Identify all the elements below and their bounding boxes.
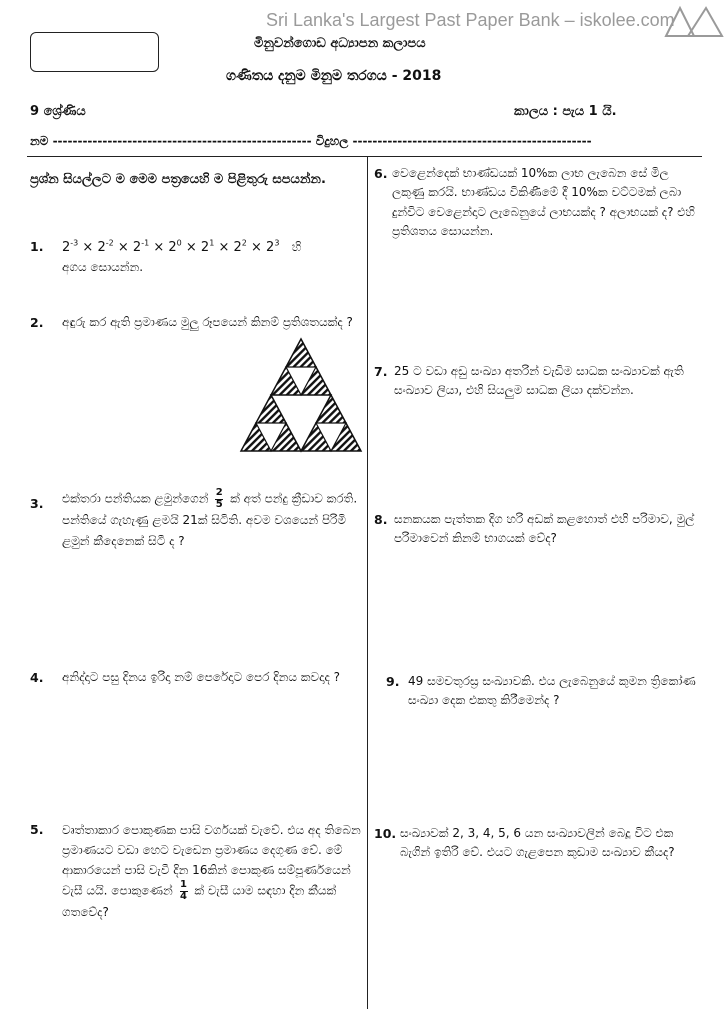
name-school-line: [30, 134, 662, 149]
question-number: 7.: [374, 364, 388, 379]
instructions: ප්‍රශ්න සියල්ලට ම මෙම පත්‍රයෙහි ම පිළිතුරු සපයන්න.: [30, 172, 326, 187]
question-4: [30, 668, 362, 687]
name-label: නම: [30, 134, 49, 148]
question-5: [30, 820, 364, 923]
zone-name: මිනුවන්ගොඩ අධ්‍යාපන කලාපය: [254, 36, 426, 51]
question-number: 9.: [386, 674, 400, 689]
question-6: [374, 164, 704, 242]
school-dotted-field[interactable]: ------------------------------------------------: [352, 134, 592, 148]
question-text: අඳුරු කර ඇති ප්‍රමාණය මුලු රූපයෙන් කිනම් ප්‍රතිශතයක්ද ?: [62, 315, 353, 329]
power-term: $2^{-3}$: [62, 238, 79, 255]
watermark: [266, 10, 675, 31]
time-label: කාලය : පැය 1 යි.: [514, 104, 617, 119]
watermark-text: Sri Lanka's Largest Past Paper Bank – iskolee.com: [266, 10, 675, 30]
sierpinski-triangle-figure: [238, 336, 364, 454]
question-text: එක්තරා පන්තියක ළමුන්ගෙන් $\frac{2}{5}$ ක් අත් පන්දු ක්‍රීඩාව කරති. පන්තියේ ගැහැණු ළමයි 21ක් සිටිති. අවම වශයෙන් පිරිමි ළමුන් කීදෙනෙක් සිටී ද ?: [62, 487, 358, 548]
question-10: [374, 824, 704, 863]
fraction: $\frac{2}{5}$: [215, 487, 223, 510]
question-number: 8.: [374, 512, 388, 527]
triangle-logo-icon: [662, 4, 724, 38]
question-text: අගය සොයන්න.: [62, 260, 144, 275]
question-number: 1.: [30, 239, 44, 254]
question-text: අනිද්දාට පසු දිනය ඉරිදා නම් පෙරේදාට පෙර දිනය කවදාද ?: [62, 670, 340, 684]
question-8: [374, 510, 704, 549]
question-number: 4.: [30, 670, 44, 685]
question-number: 10.: [374, 826, 397, 841]
question-1: [30, 237, 362, 277]
power-expression: $2^{-3} \times 2^{-2} \times 2^{-1} \times 2^0 \times 2^1 \times 2^2 \times 2^3$ හි: [62, 238, 302, 255]
school-label: විදුහල: [315, 134, 349, 148]
header-divider: [27, 156, 702, 157]
power-term: $2^3$: [266, 238, 280, 255]
question-number: 3.: [30, 496, 44, 511]
question-number: 6.: [374, 166, 388, 181]
fraction: $\frac{1}{4}$: [180, 879, 187, 902]
question-9: [386, 672, 704, 711]
power-term: $2^1$: [200, 238, 215, 255]
power-term: $2^2$: [233, 238, 247, 255]
question-3: [30, 488, 364, 552]
question-text: වෙළෙන්දෙක් භාණ්ඩයක් 10%ක ලාභ ලැබෙන සේ මිල ලකුණු කරයි. භාණ්ඩය විකිණීමේ දී 10%ක වට්ටමක් ලබා දුන්විට වෙළෙන්දාට ලැබෙනුයේ ලාභයක්ද ? අලාභයක් ද? එහි ප්‍රතිශතය සොයන්න.: [392, 166, 695, 239]
question-7: [374, 362, 704, 401]
power-term: $2^{-2}$: [97, 238, 114, 255]
question-text: 49 සමචතුරස්‍ර සංඛ්‍යාවකි. එය ලැබෙනුයේ කුමන ත්‍රිකෝණ සංඛ්‍යා දෙක එකතු කිරීමෙන්ද ?: [408, 674, 696, 708]
question-2: [30, 313, 362, 332]
question-text: සනකයක පැත්තක දිග හරි අඩක් කළහොත් එහි පරිමාව, මුල් පරිමාවෙන් කිනම් භාගයක් වේද?: [394, 512, 695, 546]
question-text: සංඛ්‍යාවක් 2, 3, 4, 5, 6 යන සංඛ්‍යාවලින් බෙදූ විට එක බැගින් ඉතිරි වේ. එයට ගැළපෙන කුඩාම සංඛ්‍යාව කීයද?: [400, 826, 675, 860]
power-term: $2^0$: [168, 238, 182, 255]
index-number-box[interactable]: [30, 32, 159, 72]
question-text: 25 ට වඩා අඩු සංඛ්‍යා අතරින් වැඩිම සාධක සංඛ්‍යාවක් ඇති සංඛ්‍යාව ලියා, එහි සියලුම සාධක ලියා දක්වන්න.: [394, 364, 684, 398]
question-number: 5.: [30, 822, 44, 837]
paper-title: ගණිතය දනුම මිනුම තරගය - 2018: [226, 68, 442, 84]
column-divider: [367, 157, 368, 1009]
power-term: $2^{-1}$: [132, 238, 150, 255]
question-text: වෘත්තාකාර පොකුණක පාසි වර්ගයක් වැවේ. එය අද තිබෙන ප්‍රමාණයට වඩා හෙට වැඩෙන ප්‍රමාණය දෙගුණ වේ. මේ ආකාරයෙන් පාසි වැවී දින 16කින් පොකුණ සම්පූර්ණයෙන් වැසී යයි. පොකුණෙන් $\frac{1}{4}$ ක් වැසී යාම සඳහා දින කීයක් ගතවේද?: [62, 823, 361, 920]
question-number: 2.: [30, 315, 44, 330]
name-dotted-field[interactable]: ----------------------------------------------------: [52, 134, 316, 148]
grade-label: 9 ශ්‍රේණිය: [30, 104, 86, 119]
